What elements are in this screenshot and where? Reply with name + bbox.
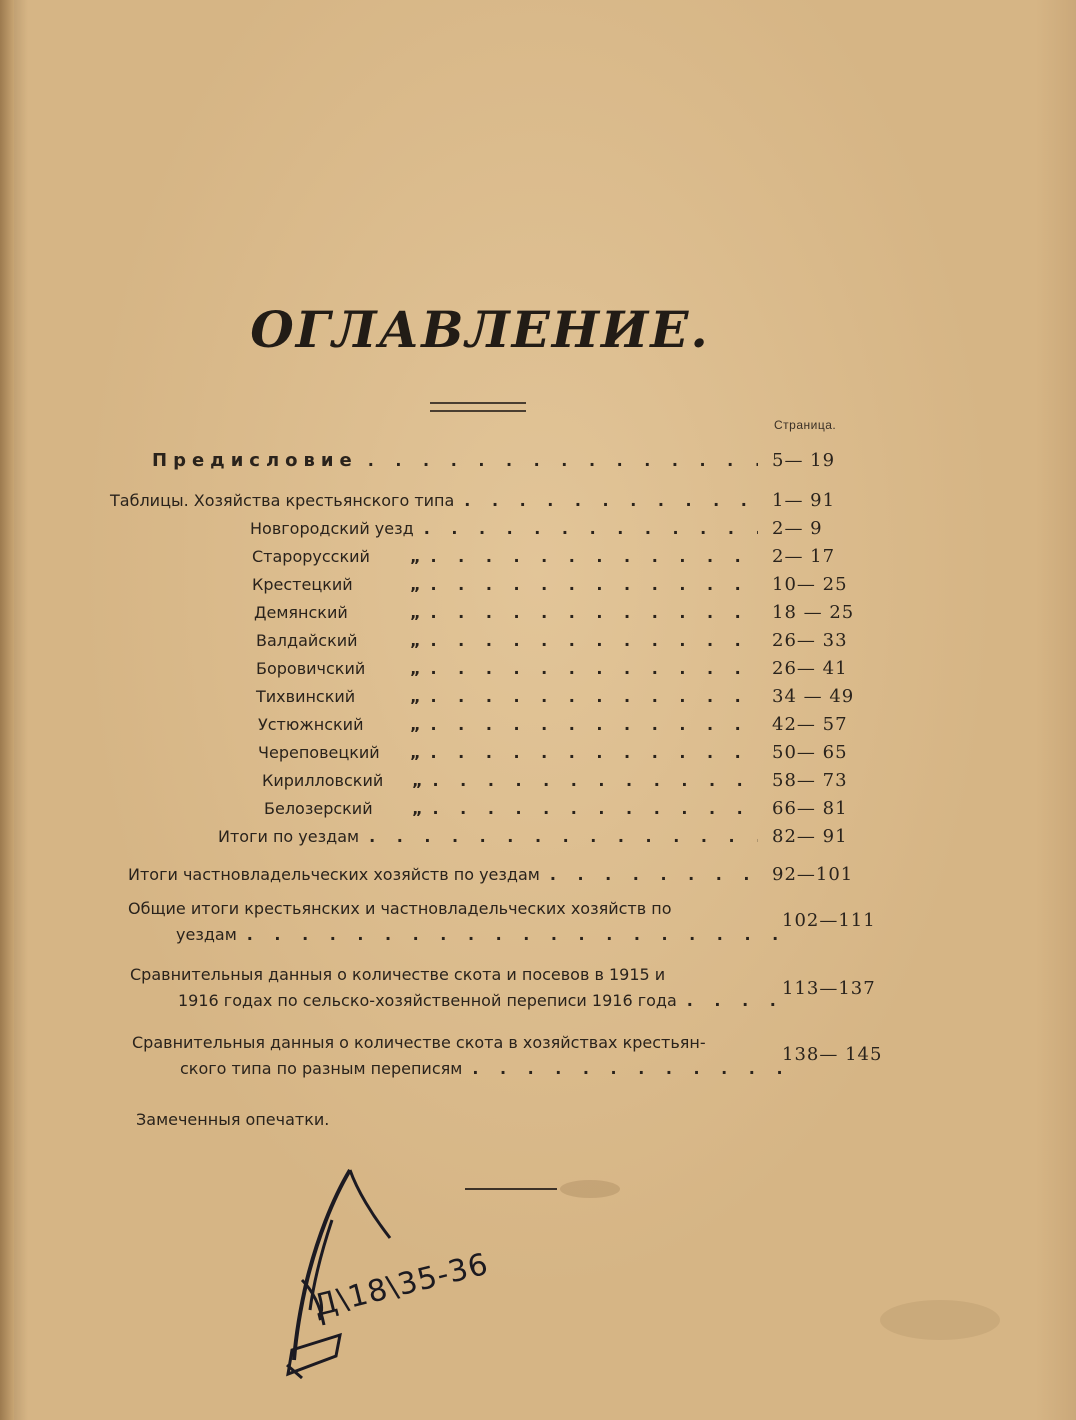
- toc-entry-label: Старорусский: [252, 547, 370, 566]
- toc-entry-pages: 26— 33: [772, 630, 848, 651]
- ditto-mark: „: [410, 631, 421, 650]
- toc-entry-district: [256, 658, 872, 682]
- toc-entry-district: [252, 546, 872, 570]
- toc-entry-errata: Замеченныя опечатки.: [136, 1110, 330, 1129]
- toc-entry-label-line2: ского типа по разным переписям: [180, 1059, 463, 1078]
- toc-entry-label-line1: Сравнительныя данныя о количестве скота в хозяйствах крестьян-: [132, 1033, 706, 1052]
- toc-entry-label: Таблицы. Хозяйства крестьянского типа: [110, 491, 455, 510]
- dot-leader: [431, 547, 758, 566]
- toc-entry-pages: 26— 41: [772, 658, 848, 679]
- dot-leader: [431, 603, 758, 622]
- toc-entry-line2: [130, 988, 798, 1014]
- toc-entry-label: Кирилловский: [262, 771, 384, 790]
- toc-entry-label: Крестецкий: [252, 575, 353, 594]
- toc-entry-preface: [152, 450, 872, 474]
- toc-entry-label-line2: 1916 годах по сельско-хозяйственной переписи 1916 года: [178, 991, 677, 1010]
- dot-leader: [431, 631, 758, 650]
- dot-leader: [433, 799, 758, 818]
- toc-entry-private-totals: [128, 864, 892, 888]
- toc-entry-pages: 58— 73: [772, 770, 848, 791]
- dot-leader: [369, 827, 758, 846]
- toc-entry-pages: 2— 9: [772, 518, 823, 539]
- toc-entry-pages: 92—101: [772, 864, 854, 885]
- toc-entry-label: Демянский: [254, 603, 348, 622]
- dot-leader: [431, 715, 758, 734]
- ditto-mark: „: [410, 547, 421, 566]
- toc-entry-pages: 2— 17: [772, 546, 836, 567]
- toc-entry-tables: [110, 490, 872, 514]
- toc-entry-label: Предисловие: [152, 450, 358, 471]
- toc-entry-pages: 18 — 25: [772, 602, 855, 623]
- toc-entry-pages: 10— 25: [772, 574, 848, 595]
- toc-entry-pages: 102—111: [782, 910, 876, 931]
- page-column-header: Страница.: [774, 418, 837, 432]
- toc-entry-label: Устюжнский: [258, 715, 364, 734]
- toc-entry-pages: 82— 91: [772, 826, 848, 847]
- page-title: ОГЛАВЛЕНИЕ.: [250, 300, 710, 359]
- toc-entry-label: Белозерский: [264, 799, 373, 818]
- toc-entry-label-line1: Общие итоги крестьянских и частновладельческих хозяйств по: [128, 899, 672, 918]
- dot-leader: [431, 659, 758, 678]
- toc-entry-pages: 66— 81: [772, 798, 848, 819]
- toc-entry-label-line1: Сравнительныя данныя о количестве скота и посевов в 1915 и: [130, 965, 666, 984]
- toc-entry-district: [258, 742, 872, 766]
- toc-entry-label: Череповецкий: [258, 743, 380, 762]
- ditto-mark: „: [410, 603, 421, 622]
- paper-stain: [880, 1300, 1000, 1340]
- toc-entry-comparative-livestock: [132, 1030, 892, 1086]
- toc-entry-pages: 5— 19: [772, 450, 836, 471]
- dot-leader: [431, 687, 758, 706]
- toc-entry-district: [250, 518, 872, 542]
- dot-leader: [433, 771, 758, 790]
- dot-leader: [424, 519, 758, 538]
- toc-entry-label: Тихвинский: [256, 687, 356, 706]
- ditto-mark: „: [410, 575, 421, 594]
- toc-entry-district: [256, 630, 872, 654]
- dot-leader: [472, 1056, 800, 1082]
- ditto-mark: „: [412, 799, 423, 818]
- toc-entry-line2: [132, 1056, 800, 1082]
- binding-edge: [0, 0, 14, 1420]
- toc-entry-label: Боровичский: [256, 659, 366, 678]
- toc-entry-label: Итоги частновладельческих хозяйств по уездам: [128, 865, 540, 884]
- dot-leader: [464, 491, 758, 510]
- toc-entry-label: Итоги по уездам: [218, 827, 360, 846]
- dot-leader: [431, 575, 758, 594]
- ditto-mark: „: [410, 687, 421, 706]
- toc-entry-label: Новгородский уезд: [250, 519, 414, 538]
- ditto-mark: „: [410, 659, 421, 678]
- toc-entry-district: [254, 602, 872, 626]
- toc-entry-district: [256, 686, 872, 710]
- dot-leader: [431, 743, 758, 762]
- toc-entry-pages: 50— 65: [772, 742, 848, 763]
- dot-leader: [550, 865, 758, 884]
- title-divider: [430, 402, 526, 412]
- paper-stain: [560, 1180, 620, 1198]
- ditto-mark: „: [412, 771, 423, 790]
- toc-entry-combined-totals: [128, 896, 892, 952]
- toc-entry-pages: 113—137: [782, 978, 876, 999]
- dot-leader: [247, 922, 786, 948]
- toc-entry-line2: [128, 922, 786, 948]
- toc-entry-pages: 1— 91: [772, 490, 836, 511]
- toc-entry-pages: 42— 57: [772, 714, 848, 735]
- toc-entry-district: [264, 798, 872, 822]
- toc-entry-district: [252, 574, 872, 598]
- toc-entry-district: [258, 714, 872, 738]
- toc-entry-pages: 34 — 49: [772, 686, 855, 707]
- toc-entry-comparative-1915-1916: [130, 962, 892, 1018]
- toc-entry-district-totals: [218, 826, 872, 850]
- toc-entry-label: Валдайский: [256, 631, 358, 650]
- toc-entry-pages: 138— 145: [782, 1044, 883, 1065]
- dot-leader: [368, 451, 758, 470]
- toc-entry-label-line2: уездам: [176, 925, 237, 944]
- catalogue-number: Д\18\35-36: [310, 1246, 493, 1324]
- toc-entry-district: [262, 770, 872, 794]
- ditto-mark: „: [410, 743, 421, 762]
- ditto-mark: „: [410, 715, 421, 734]
